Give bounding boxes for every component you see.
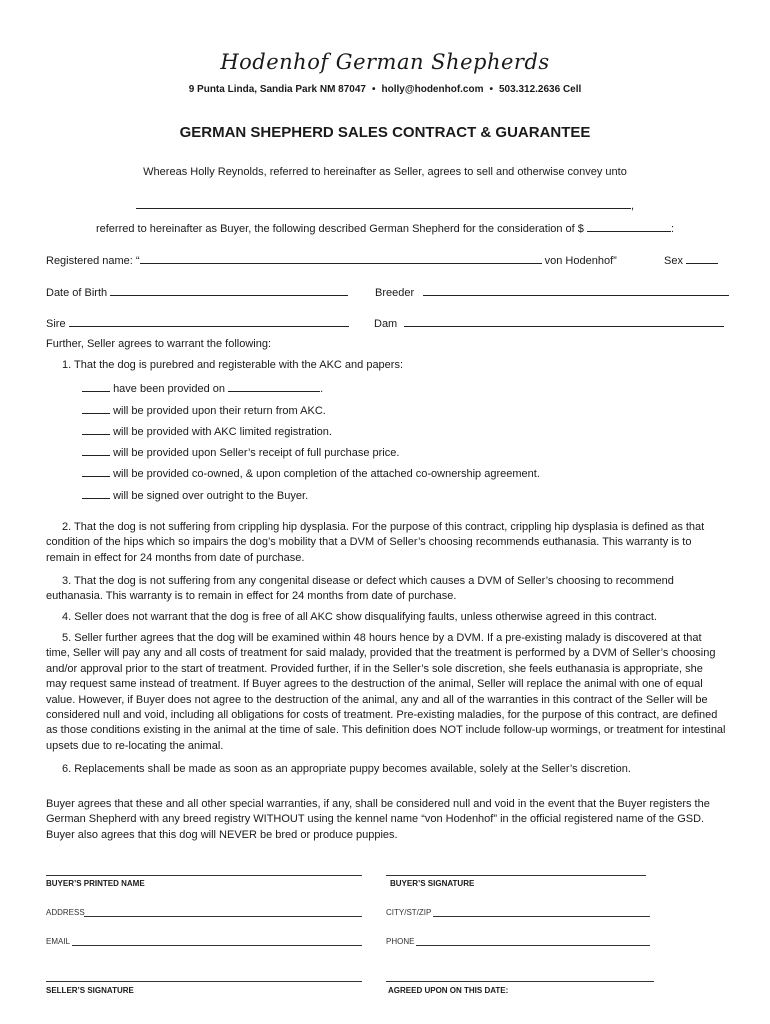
clause-text: 4. Seller does not warrant that the dog is free of all AKC show disqualifying faults, unless otherwise agreed in this contract. [62,611,657,623]
city-state-zip-label: CITY/ST/ZIP [386,908,432,917]
breeder-row [375,284,729,299]
buyer-signature-line[interactable] [386,875,646,876]
dob-row [46,284,348,299]
sex-field[interactable] [686,252,718,264]
address-text: 9 Punta Linda, Sandia Park NM 87047 [188,84,366,95]
period: . [320,383,324,395]
buyer-name-field[interactable] [136,197,631,209]
option-text: will be provided upon their return from AKC. [113,405,326,417]
dam-label: Dam [374,318,398,330]
price-field[interactable] [587,220,671,232]
provided-date-field[interactable] [228,380,320,392]
intro-line-2 [0,197,770,212]
consideration-text: referred to hereinafter as Buyer, the following described German Shepherd for the consideration of $ [95,223,584,235]
option-text: will be signed over outright to the Buyer. [113,490,309,502]
papers-option [82,487,308,502]
clause-6 [46,762,726,777]
address-label: ADDRESS [46,908,85,917]
buyer-printed-name-line[interactable] [46,875,362,876]
city-state-zip-line[interactable] [433,916,650,917]
item-1-heading: 1. That the dog is purebred and registerable with the AKC and papers: [62,359,404,371]
dam-row [374,315,724,330]
clause-text: 5. Seller further agrees that the dog will be examined within 48 hours hence by a DVM. If a pre-existing malady is discovered at that time, Seller will pay any and all costs of treatment for said malady, provided that the treatment is performed by a DVM of Seller’s choosing and/or approval prior to the start of treatment. Provided further, if in the Seller’s sole discretion, she feels euthanasia is appropriate, she may request same instead of treatment. If Buyer agrees to the destruction of the animal, Seller will replace the animal with one of equal value. However, if Buyer does not agree to the destruction of the animal, any and all of the warranties in this contract of the Seller will be considered null and void, including all obligations for costs of treatment. Pre-existing maladies, for the purpose of this contract, are defined as those conditions existing in the animal at the time of sale. This definition does NOT include follow-up wormings, or treatment for intestinal upsets due to re-locating the animal. [46,632,726,752]
seller-signature-label: SELLER’S SIGNATURE [46,986,134,995]
registered-name-row [46,252,617,267]
dob-label: Date of Birth [46,287,108,299]
separator: • [372,84,376,95]
option-checkbox[interactable] [82,465,110,477]
clause-2 [46,520,726,566]
kennel-logo: Hodenhof German Shepherds [220,50,550,74]
clause-text: 6. Replacements shall be made as soon as an appropriate puppy becomes available, solely at the Seller’s discretion. [62,763,631,775]
buyer-signature-label: BUYER’S SIGNATURE [390,879,475,888]
clause-5 [46,631,726,754]
warranty-intro: Further, Seller agrees to warrant the following: [46,338,272,350]
sire-field[interactable] [69,315,349,327]
comma: , [630,200,635,212]
clause-text: 3. That the dog is not suffering from any congenital disease or defect which causes a DVM of Seller’s choosing to recommend euthanasia. This warranty is to remain in effect for 24 months from date of purchase. [46,575,674,603]
registered-name-field[interactable] [140,252,542,264]
clause-4 [46,610,726,625]
colon: : [670,223,675,235]
email-line[interactable] [72,945,362,946]
open-quote: “ [135,255,140,267]
email-text: holly@hodenhof.com [381,84,484,95]
intro-line-3 [0,220,770,235]
papers-option [82,444,399,459]
agreement-text: Buyer agrees that these and all other special warranties, if any, shall be considered null and void in the event that the Buyer registers the German Shepherd with any breed registry WITHOUT using the kennel name “von Hodenhof” in the official registered name of the GSD. Buyer also agrees that this dog will NEVER be bred or produce puppies. [46,798,710,841]
email-label: EMAIL [46,937,71,946]
phone-line[interactable] [416,945,650,946]
agreed-date-label: AGREED UPON ON THIS DATE: [388,986,509,995]
option-text: have been provided on [113,383,225,395]
dam-field[interactable] [404,315,724,327]
buyer-agreement [46,797,726,843]
option-text: will be provided upon Seller’s receipt of full purchase price. [113,447,400,459]
papers-option [82,423,332,438]
sire-label: Sire [46,318,66,330]
sex-row [664,252,718,267]
sire-row [46,315,349,330]
papers-option [82,465,540,480]
buyer-printed-name-label: BUYER’S PRINTED NAME [46,879,145,888]
option-checkbox[interactable] [82,487,110,499]
option-checkbox[interactable] [82,423,110,435]
option-checkbox[interactable] [82,380,110,392]
option-text: will be provided with AKC limited registration. [113,426,332,438]
sex-label: Sex [664,255,683,267]
dob-field[interactable] [110,284,348,296]
phone-label: PHONE [386,937,415,946]
registered-name-label: Registered name: [46,255,133,267]
contact-line [0,84,770,95]
clause-text: 2. That the dog is not suffering from crippling hip dysplasia. For the purpose of this contract, crippling hip dysplasia is defined as that condition of the hips which so impairs the dog’s mobility that a DVM of Seller’s choosing recommends euthanasia. This warranty is to remain in effect for 24 months from date of purchase. [46,521,705,564]
breeder-field[interactable] [423,284,729,296]
papers-option [82,402,326,417]
intro-line-1: Whereas Holly Reynolds, referred to hereinafter as Seller, agrees to sell and otherwise convey unto [143,166,627,178]
document-title: GERMAN SHEPHERD SALES CONTRACT & GUARANTEE [179,124,591,141]
address-line[interactable] [84,916,362,917]
separator: • [489,84,493,95]
option-checkbox[interactable] [82,444,110,456]
option-text: will be provided co-owned, & upon completion of the attached co-ownership agreement. [113,468,540,480]
kennel-suffix: von Hodenhof” [544,255,617,267]
phone-text: 503.312.2636 Cell [499,84,582,95]
clause-3 [46,574,726,605]
agreed-date-line[interactable] [386,981,654,982]
seller-signature-line[interactable] [46,981,362,982]
option-checkbox[interactable] [82,402,110,414]
breeder-label: Breeder [375,287,415,299]
papers-option [82,380,323,395]
